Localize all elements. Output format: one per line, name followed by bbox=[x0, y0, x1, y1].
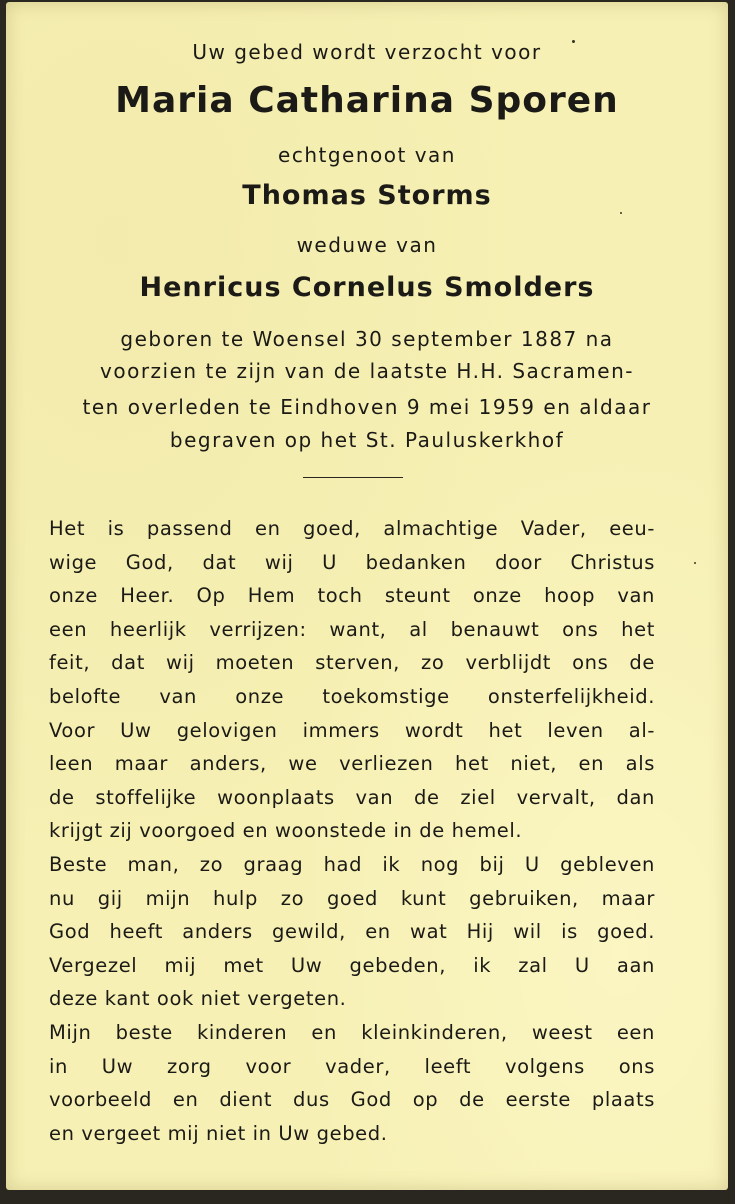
biography-line: voorzien te zijn van de laatste H.H. Sacramen- bbox=[100, 359, 634, 383]
biography-line: begraven op het St. Pauluskerkhof bbox=[169, 428, 565, 452]
prayer-line: een heerlijk verrijzen: want, al benauwt ons het bbox=[49, 617, 655, 641]
prayer-line: Het is passend en goed, almachtige Vader, eeu- bbox=[49, 517, 655, 540]
prayer-line: feit, dat wij moeten sterven, zo verblijdt ons de bbox=[49, 651, 655, 675]
prayer-line: in Uw zorg voor vader, leeft volgens ons bbox=[49, 1054, 655, 1078]
prayer-line: Beste man, zo graag had ik nog bij U gebleven bbox=[49, 852, 655, 876]
section-divider bbox=[303, 477, 403, 478]
first-husband-name: Henricus Cornelus Smolders bbox=[139, 272, 595, 303]
memorial-card bbox=[6, 2, 728, 1190]
prayer-line: God heeft anders gewild, en wat Hij wil is goed. bbox=[49, 920, 655, 944]
prayer-text bbox=[49, 512, 655, 1150]
prayer-request-line: Uw gebed wordt verzocht voor bbox=[192, 40, 542, 64]
paper-speck bbox=[694, 562, 696, 564]
prayer-line: leen maar anders, we verliezen het niet, en als bbox=[49, 752, 655, 776]
prayer-line: onze Heer. Op Hem toch steunt onze hoop van bbox=[49, 584, 655, 608]
prayer-line: Voor Uw gelovigen immers wordt het leven al- bbox=[49, 718, 655, 742]
prayer-line: deze kant ook niet vergeten. bbox=[49, 987, 347, 1011]
prayer-line: de stoffelijke woonplaats van de ziel vervalt, dan bbox=[49, 785, 655, 809]
biography-line: ten overleden te Eindhoven 9 mei 1959 en aldaar bbox=[82, 395, 652, 419]
widow-label: weduwe van bbox=[296, 233, 438, 257]
prayer-line: Vergezel mij met Uw gebeden, ik zal U aan bbox=[49, 953, 655, 977]
spouse-name: Thomas Storms bbox=[242, 180, 492, 211]
paper-speck bbox=[620, 212, 622, 214]
deceased-name: Maria Catharina Sporen bbox=[115, 80, 619, 121]
prayer-line: Mijn beste kinderen en kleinkinderen, weest een bbox=[49, 1020, 655, 1044]
prayer-line: wige God, dat wij U bedanken door Christus bbox=[49, 550, 655, 574]
prayer-line: voorbeeld en dient dus God op de eerste plaats bbox=[49, 1088, 655, 1112]
prayer-line: en vergeet mij niet in Uw gebed. bbox=[49, 1121, 388, 1145]
paper-speck bbox=[572, 40, 575, 43]
prayer-line: nu gij mijn hulp zo goed kunt gebruiken, maar bbox=[49, 886, 655, 910]
spouse-label: echtgenoot van bbox=[278, 143, 456, 167]
prayer-line: krijgt zij voorgoed en woonstede in de hemel. bbox=[49, 819, 523, 843]
prayer-line: belofte van onze toekomstige onsterfelijkheid. bbox=[49, 684, 655, 708]
biography-line: geboren te Woensel 30 september 1887 na bbox=[120, 327, 614, 351]
